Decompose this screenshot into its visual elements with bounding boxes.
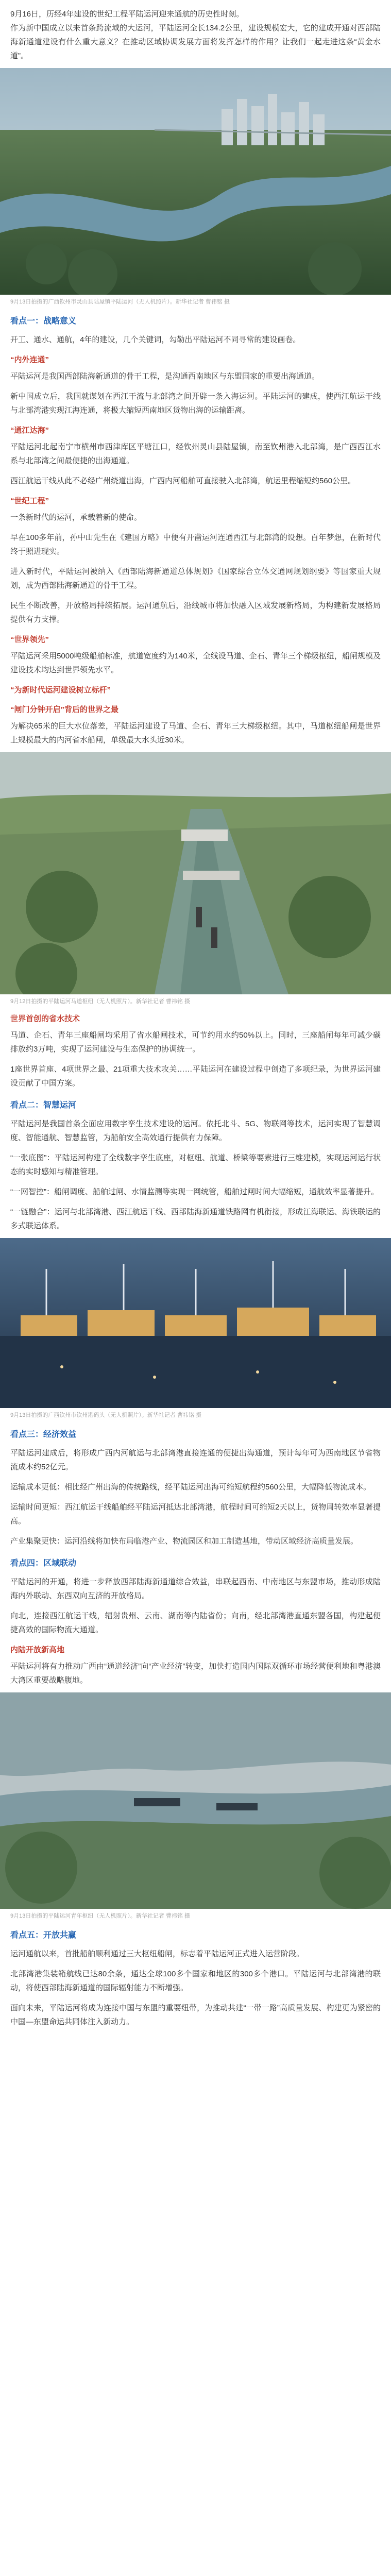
paragraph: 运河通航以来，首批船舶顺利通过三大枢纽船闸，标志着平陆运河正式进入运营阶段。: [10, 1950, 304, 1958]
subheading-gate-opening: “闸门分钟开启”背后的世界之最: [10, 705, 119, 714]
paragraph: 平陆运河采用5000吨级船舶标准，航道宽度约为140米，全线设马道、企石、青年三个梯级枢纽，船闸规模及建设技术均达到世界领先水平。: [10, 652, 381, 674]
paragraph: 平陆运河是我国首条全面应用数字孪生技术建设的运河。依托北斗、5G、物联网等技术，运河实现了智慧调度、智能通航、智慧监管，为船舶安全高效通行提供有力保障。: [10, 1120, 381, 1142]
photo-port-night: [0, 1238, 391, 1408]
photo-shiplock-aerial: [0, 752, 391, 994]
section-title-strategy: 看点一：战略意义: [10, 317, 77, 326]
section-title-open-cooperation: 看点五：开放共赢: [10, 1931, 77, 1940]
paragraph: “一链融合”：运河与北部湾港、西江航运干线、西部陆海新通道铁路网有机衔接，形成江海联运、海铁联运的多式联运体系。: [10, 1208, 381, 1230]
section-title-regional-linkage: 看点四：区域联动: [10, 1559, 77, 1568]
paragraph: 运输成本更低：相比经广州出海的传统路线，经平陆运河出海可缩短航程约560公里，大幅降低物流成本。: [10, 1483, 371, 1492]
subheading-century-project: “世纪工程”: [10, 497, 49, 505]
subheading-connection: “内外连通”: [10, 355, 49, 364]
paragraph: 面向未来，平陆运河将成为连接中国与东盟的重要纽带，为推动共建“一带一路”高质量发展、构建更为紧密的中国—东盟命运共同体注入新动力。: [10, 2004, 381, 2026]
paragraph: 平陆运河建成后，将形成广西内河航运与北部湾港直接连通的便捷出海通道，预计每年可为西南地区节省物流成本约52亿元。: [10, 1449, 381, 1471]
photo-canal-boats: [0, 1692, 391, 1909]
paragraph: 1座世界首座、4项世界之最、21项重大技术攻关……平陆运河在建设过程中创造了多项纪录，为世界运河建设贡献了中国方案。: [10, 1065, 381, 1088]
paragraph: 西江航运干线从此不必经广州绕道出海，广西内河船舶可直接驶入北部湾，航运里程缩短约560公里。: [10, 477, 356, 485]
paragraph: “一网智控”：船闸调度、船舶过闸、水情监测等实现一网统管，船舶过闸时间大幅缩短，通航效率显著提升。: [10, 1188, 379, 1196]
paragraph: 进入新时代，平陆运河被纳入《西部陆海新通道总体规划》《国家综合立体交通网规划纲要》等国家重大规划，成为西部陆海新通道的骨干工程。: [10, 567, 381, 590]
paragraph: 为解决65米的巨大水位落差，平陆运河建设了马道、企石、青年三大梯级枢纽。其中，马道枢纽船闸是世界上规模最大的内河省水船闸，单级最大水头近30米。: [10, 722, 381, 744]
paragraph: 北部湾港集装箱航线已达80余条，通达全球100多个国家和地区的300多个港口。平陆运河与北部湾港的联动，将使西部陆海新通道的国际辐射能力不断增强。: [10, 1970, 381, 1992]
intro-paragraph-2: 作为新中国成立以来首条跨流域的大运河，平陆运河全长134.2公里，建设规模宏大，它的建成开通对西部陆海新通道建设有什么重大意义？在推动区域协调发展方面将发挥怎样的作用？让我们一起走进这条“黄金水道”。: [10, 24, 381, 60]
subheading-world-leading: “世界领先”: [10, 635, 49, 644]
paragraph: 一条新时代的运河，承载着新的使命。: [10, 513, 142, 522]
paragraph: 平陆运河北起南宁市横州市西津库区平塘江口，经钦州灵山县陆屋镇，南至钦州港入北部湾，是广西西江水系与北部湾之间最便捷的出海通道。: [10, 443, 381, 465]
photo-caption: 9月13日拍摄的广西钦州市钦州港码头（无人机照片）。新华社记者 曹祎铭 摄: [10, 1412, 201, 1418]
paragraph: 平陆运河的开通，将进一步释放西部陆海新通道综合效益，串联起西南、中南地区与东盟市场，推动形成陆海内外联动、东西双向互济的开放格局。: [10, 1578, 381, 1600]
paragraph: 产业集聚更快：运河沿线将加快布局临港产业、物流园区和加工制造基地，带动区域经济高质量发展。: [10, 1537, 359, 1546]
paragraph: 向北，连接西江航运干线，辐射贵州、云南、湖南等内陆省份；向南，经北部湾港直通东盟各国，构建起便捷高效的国际物流大通道。: [10, 1612, 381, 1634]
paragraph: 平陆运河是我国西部陆海新通道的骨干工程，是沟通西南地区与东盟国家的重要出海通道。: [10, 372, 320, 381]
section-title-smart-canal: 看点二：智慧运河: [10, 1101, 77, 1110]
paragraph: 马道、企石、青年三座船闸均采用了省水船闸技术，可节约用水约50%以上。同时，三座船闸每年可减少碳排放约3万吨，实现了运河建设与生态保护的协调统一。: [10, 1031, 381, 1054]
subheading-river-to-sea: “通江达海”: [10, 426, 49, 435]
paragraph: 运输时间更短：西江航运干线船舶经平陆运河抵达北部湾港，航程时间可缩短2天以上，货物周转效率显著提高。: [10, 1503, 381, 1526]
subheading-inland-opening: 内陆开放新高地: [10, 1646, 65, 1654]
paragraph: 平陆运河将有力推动广西由“通道经济”向“产业经济”转变，加快打造国内国际双循环市场经营便利地和粤港澳大湾区重要战略腹地。: [10, 1662, 381, 1685]
intro-paragraph: 9月16日，历经4年建设的世纪工程平陆运河迎来通航的历史性时刻。: [10, 10, 244, 19]
paragraph: 早在100多年前，孙中山先生在《建国方略》中便有开凿运河连通西江与北部湾的设想。百年梦想，在新时代终于照进现实。: [10, 533, 381, 556]
photo-caption: 9月13日拍摄的平陆运河青年枢纽（无人机照片）。新华社记者 曹祎铭 摄: [10, 1913, 190, 1919]
subheading-water-saving: 世界首创的省水技术: [10, 1014, 80, 1023]
paragraph: 开工、通水、通航，4年的建设，几个关键词，勾勒出平陆运河不同寻常的建设画卷。: [10, 335, 301, 344]
section-title-economic-benefit: 看点三：经济效益: [10, 1430, 77, 1439]
photo-caption: 9月12日拍摄的平陆运河马道枢纽（无人机照片）。新华社记者 曹祎铭 摄: [10, 998, 190, 1005]
subheading-benchmark: “为新时代运河建设树立标杆”: [10, 686, 111, 694]
paragraph: “一张底图”：平陆运河构建了全线数字孪生底座，对枢纽、航道、桥梁等要素进行三维建模，实现运河运行状态的实时感知与精准管理。: [10, 1154, 381, 1176]
paragraph: 民生不断改善，开放格局持续拓展。运河通航后，沿线城市将加快融入区域发展新格局，为构建新发展格局提供有力支撑。: [10, 601, 381, 624]
photo-canal-aerial: [0, 68, 391, 295]
photo-caption: 9月13日拍摄的广西钦州市灵山县陆屋镇平陆运河（无人机照片）。新华社记者 曹祎铭 摄: [10, 299, 230, 305]
paragraph: 新中国成立后，我国就谋划在西江干流与北部湾之间开辟一条入海运河。平陆运河的建成，使西江航运干线与北部湾港实现江海连通，将极大缩短西南地区货物出海的运输距离。: [10, 392, 381, 415]
